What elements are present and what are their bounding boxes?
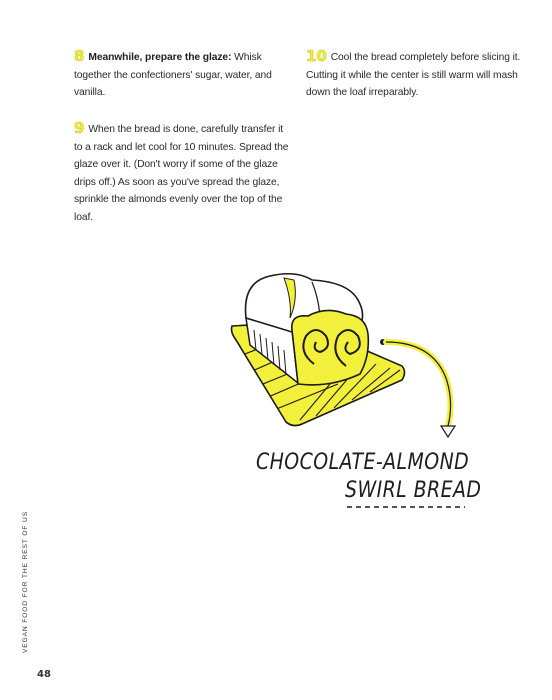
step-text: When the bread is done, carefully transfer it to a rack and let cool for 10 minutes. Spread the glaze over it. (Don't worry if some of the glaze drips off.) As soon as you've spread the glaze, sprinkle the almonds evenly over the top of the loaf. [74, 124, 289, 223]
book-title-sidebar: VEGAN FOOD FOR THE REST OF US [22, 511, 29, 653]
step-text: Whisk together the confectioners' sugar, water, and vanilla. [74, 52, 272, 99]
step-number: 8 [74, 47, 85, 65]
page-number: 48 [37, 669, 51, 680]
illustration-title-line2: SWIRL BREAD [345, 478, 482, 503]
step-number: 10 [306, 47, 327, 65]
step-lead: Meanwhile, prepare the glaze: [88, 52, 232, 63]
step-number: 9 [74, 119, 85, 137]
pointer-arrow [380, 339, 455, 437]
step-text: Cool the bread completely before slicing it. Cutting it while the center is still warm will mash down the loaf irreparably. [306, 52, 521, 99]
illustration-title-line1: CHOCOLATE-ALMOND [256, 450, 470, 475]
title-underline-dashes [347, 504, 467, 510]
